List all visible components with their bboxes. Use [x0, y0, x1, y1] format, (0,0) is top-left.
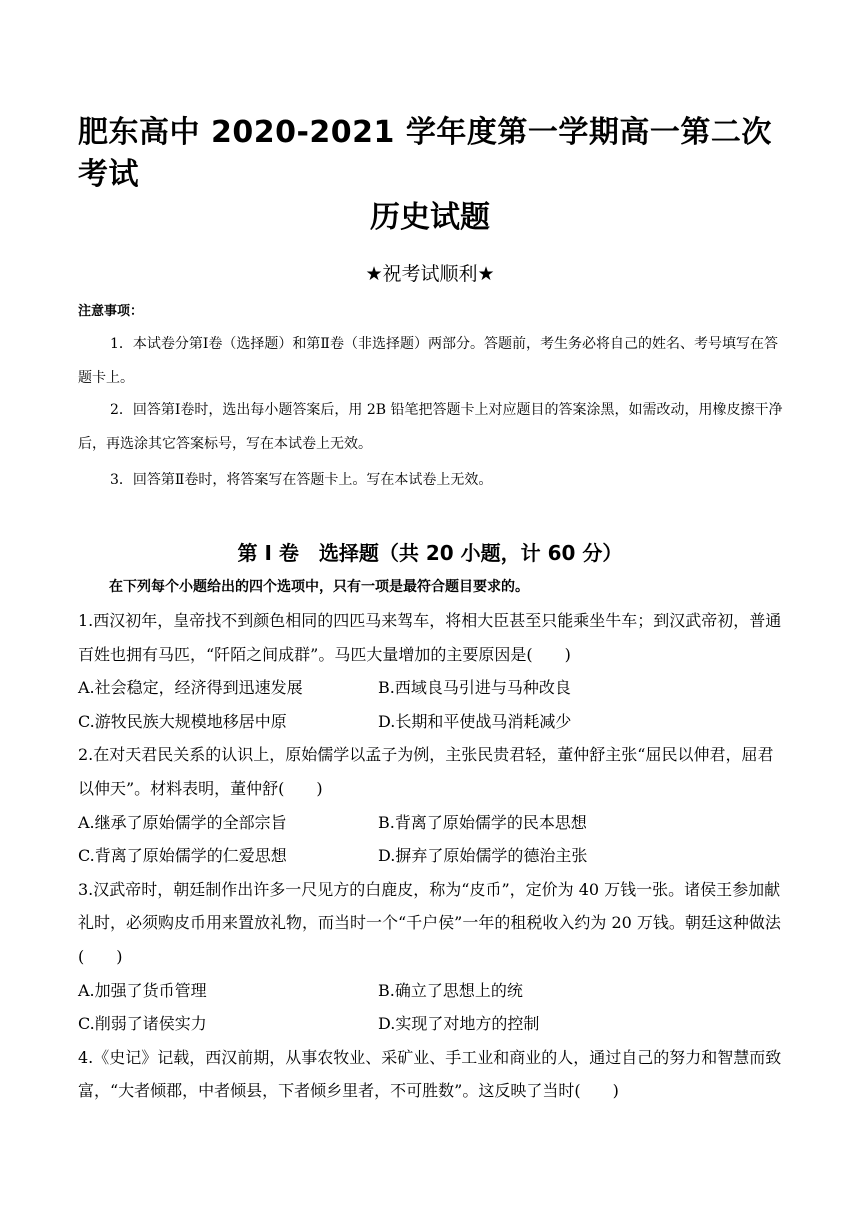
section-heading: 第 I 卷 选择题（共 20 小题，计 60 分）	[237, 541, 623, 565]
question-4	[78, 1041, 784, 1108]
option-row	[78, 1007, 784, 1041]
option-a: A.社会稳定，经济得到迅速发展	[78, 678, 303, 698]
option-b: B.西域良马引进与马种改良	[378, 678, 571, 698]
good-luck-line: ★祝考试顺利★	[365, 263, 495, 285]
notice-item-2: 2．回答第Ⅰ卷时，选出每小题答案后，用 2B 铅笔把答题卡上对应题目的答案涂黑，如需改动，用橡皮擦干净后，再选涂其它答案标号，写在本试卷上无效。	[78, 402, 783, 452]
option-d: D.摒弃了原始儒学的德治主张	[378, 846, 588, 866]
question-stem: 4.《史记》记载，西汉前期，从事农牧业、采矿业、手工业和商业的人，通过自己的努力和智慧而致富，“大者倾郡，中者倾县，下者倾乡里者，不可胜数”。这反映了当时( )	[78, 1047, 782, 1101]
option-a: A.加强了货币管理	[78, 980, 207, 1000]
exam-subtitle: 历史试题	[370, 200, 490, 235]
question-3	[78, 873, 784, 1041]
option-row	[78, 839, 784, 873]
option-d: D.长期和平使战马消耗减少	[378, 711, 572, 731]
option-row	[78, 705, 784, 739]
notice-item-1: 1．本试卷分第Ⅰ卷（选择题）和第Ⅱ卷（非选择题）两部分。答题前，考生务必将自己的姓名、考号填写在答题卡上。	[78, 336, 778, 386]
option-row	[78, 671, 784, 705]
question-list	[78, 604, 784, 1108]
option-c: C.削弱了诸侯实力	[78, 1014, 207, 1034]
option-row	[78, 974, 784, 1008]
option-a: A.继承了原始儒学的全部宗旨	[78, 812, 287, 832]
option-c: C.游牧民族大规模地移居中原	[78, 711, 287, 731]
section-instruction: 在下列每个小题给出的四个选项中，只有一项是最符合题目要求的。	[109, 579, 529, 595]
question-1	[78, 604, 784, 738]
question-stem: 1.西汉初年，皇帝找不到颜色相同的四匹马来驾车，将相大臣甚至只能乘坐牛车；到汉武帝初，普通百姓也拥有马匹，“阡陌之间成群”。马匹大量增加的主要原因是( )	[78, 611, 782, 664]
question-stem: 3.汉武帝时，朝廷制作出许多一尺见方的白鹿皮，称为“皮币”，定价为 40 万钱一张。诸侯王参加献礼时，必须购皮币用来置放礼物，而当时一个“千户侯”一年的租税收入约为 20 万钱。朝廷这种做法( )	[78, 879, 781, 966]
option-b: B.背离了原始儒学的民本思想	[378, 812, 587, 832]
exam-title: 肥东高中 2020-2021 学年度第一学期高一第二次考试	[78, 115, 772, 192]
option-row	[78, 806, 784, 840]
question-2	[78, 738, 784, 872]
notice-item-3: 3．回答第Ⅱ卷时，将答案写在答题卡上。写在本试卷上无效。	[110, 472, 493, 488]
option-b: B.确立了思想上的统	[378, 980, 523, 1000]
option-c: C.背离了原始儒学的仁爱思想	[78, 846, 287, 866]
question-stem: 2.在对天君民关系的认识上，原始儒学以孟子为例，主张民贵君轻，董仲舒主张“屈民以伸君，屈君以伸天”。材料表明，董仲舒( )	[78, 745, 774, 798]
notice-heading: 注意事项：	[78, 304, 144, 319]
option-d: D.实现了对地方的控制	[378, 1014, 540, 1034]
